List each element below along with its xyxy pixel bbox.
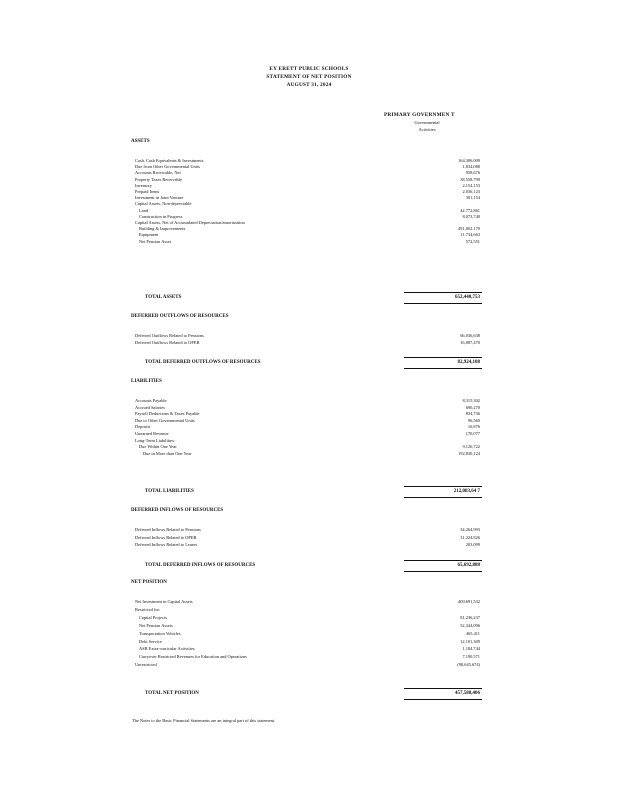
total-underline bbox=[404, 303, 482, 304]
row-label: Carryover Restricted Revenues for Education and Operations bbox=[139, 654, 247, 660]
section-title: NET POSITION bbox=[131, 580, 167, 585]
subtotal-rule bbox=[404, 357, 482, 358]
row-value: 38,558,799 bbox=[460, 176, 480, 182]
row-label: Prepaid Items bbox=[135, 189, 160, 194]
row-value: 42,772,861 bbox=[460, 207, 480, 213]
row-value: 301,154 bbox=[465, 195, 480, 201]
row-label: Building & Improvements bbox=[139, 226, 186, 232]
total-underline bbox=[404, 571, 482, 572]
row-label: Capital Assets, Net of Accumulated Depreciation/amortization bbox=[135, 220, 245, 225]
row-value: (98,645,674) bbox=[457, 662, 480, 668]
row-label: Inventory bbox=[135, 182, 153, 188]
row-value: 8,315,302 bbox=[462, 398, 480, 403]
total-value: 65,692,888 bbox=[457, 563, 480, 568]
total-label: TOTAL DEFERRED OUTFLOWS OF RESOURCES bbox=[145, 360, 261, 365]
column-sub-activities: Activities bbox=[418, 127, 436, 132]
row-value: 192,830,124 bbox=[458, 450, 480, 456]
row-label: Land bbox=[139, 207, 149, 213]
row-label: Investment in Joint Venture bbox=[135, 195, 184, 201]
row-value: 834,736 bbox=[465, 411, 480, 417]
row-value: 400,691,532 bbox=[458, 599, 480, 604]
row-label: Accounts Payable bbox=[135, 398, 167, 403]
row-value: 7,190,571 bbox=[462, 654, 480, 660]
row-value: 690,270 bbox=[465, 404, 480, 410]
section-title: DEFERRED OUTFLOWS OF RESOURCES bbox=[131, 314, 229, 319]
row-label: Property Taxes Receivable bbox=[135, 176, 182, 182]
row-label: Due to Other Governmental Units bbox=[135, 417, 195, 423]
row-value: 16,876 bbox=[467, 424, 480, 430]
row-value: 2,154,153 bbox=[462, 182, 480, 188]
section-title: ASSETS bbox=[131, 139, 150, 144]
total-label: TOTAL ASSETS bbox=[145, 295, 182, 300]
row-value: 9,126,722 bbox=[462, 444, 480, 450]
row-label: Net Pension Assets bbox=[139, 622, 173, 628]
row-label: Debt Service bbox=[139, 638, 162, 644]
row-value: 1,834,088 bbox=[462, 164, 480, 170]
row-label: Due Within One Year bbox=[139, 444, 177, 450]
row-label: Construction in Progress bbox=[139, 213, 183, 219]
subtotal-rule bbox=[404, 688, 482, 689]
row-label: Long-Term Liabilities: bbox=[135, 437, 176, 443]
row-value: 31,224,826 bbox=[460, 534, 480, 540]
row-label: Unrestricted bbox=[135, 662, 157, 668]
row-label: Due in More than One Year bbox=[143, 450, 192, 456]
row-value: 465,411 bbox=[465, 630, 480, 636]
row-value: 958,676 bbox=[465, 170, 480, 176]
total-underline bbox=[404, 699, 482, 700]
row-label: Deferred Outflows Related to OPEB bbox=[135, 340, 200, 345]
section-title: DEFERRED INFLOWS OF RESOURCES bbox=[131, 508, 224, 513]
row-value: 164,306,009 bbox=[458, 158, 480, 163]
total-value: 652,440,753 bbox=[455, 295, 480, 300]
column-heading: PRIMARY GOVERNMEN T bbox=[384, 112, 455, 118]
row-label: Cash, Cash Equivalents & Investments bbox=[135, 158, 204, 163]
row-label: Equipment bbox=[139, 232, 159, 238]
row-value: 96,560 bbox=[467, 417, 480, 423]
subtotal-rule bbox=[404, 560, 482, 561]
row-label: Accrued Salaries bbox=[135, 404, 165, 410]
row-label: Deferred Inflows Related to Leases bbox=[135, 542, 198, 547]
total-label: TOTAL NET POSITION bbox=[145, 691, 199, 696]
row-value: 12,101,309 bbox=[460, 638, 480, 644]
section-title: LIABILITIES bbox=[131, 379, 162, 384]
row-value: 2,036,123 bbox=[462, 189, 480, 194]
subtotal-rule bbox=[404, 292, 482, 293]
row-value: 11,734,663 bbox=[460, 232, 480, 238]
row-value: 1,184,744 bbox=[462, 646, 480, 652]
row-value: 8,073,740 bbox=[462, 213, 480, 219]
row-label: Transportation Vehicles bbox=[139, 630, 181, 636]
row-value: 52,344,096 bbox=[460, 622, 480, 628]
row-value: 66,036,638 bbox=[460, 333, 480, 338]
row-label: Net Pension Asset bbox=[139, 238, 171, 244]
row-label: Restricted for: bbox=[135, 606, 161, 612]
row-label: Capital Assets, Non-depreciable bbox=[135, 201, 192, 207]
row-label: Unearned Revenue bbox=[135, 431, 169, 436]
row-label: Accounts Receivable, Net bbox=[135, 170, 181, 176]
total-label: TOTAL LIABILITIES bbox=[145, 489, 194, 494]
row-label: Net Investment in Capital Assets bbox=[135, 599, 193, 604]
row-value: 16,887,470 bbox=[460, 340, 480, 345]
row-value: 572,551 bbox=[465, 238, 480, 244]
total-value: 457,588,406 bbox=[455, 691, 480, 696]
row-label: Deposits bbox=[135, 424, 151, 430]
row-label: Deferred Inflows Related to Pensions bbox=[135, 527, 201, 532]
statement-date: AUGUST 31, 2024 bbox=[286, 82, 332, 88]
row-label: ASB Extra-curricular Activities bbox=[139, 646, 195, 652]
row-label: Deferred Outflows Related to Pensions bbox=[135, 333, 204, 338]
subtotal-rule bbox=[404, 486, 482, 487]
row-value: 34,264,993 bbox=[460, 527, 480, 532]
statement-title: STATEMENT OF NET POSITION bbox=[266, 74, 352, 80]
total-underline bbox=[404, 497, 482, 498]
total-underline bbox=[404, 368, 482, 369]
row-value: 170,077 bbox=[465, 431, 480, 436]
district-name: EY ERETT PUBLIC SCHOOLS bbox=[269, 66, 349, 72]
row-label: Capital Projects bbox=[139, 614, 167, 620]
row-label: Due from Other Governmental Units bbox=[135, 164, 200, 170]
footnote: The Notes to the Basic Financial Statements are an integral part of this statement. bbox=[132, 718, 276, 723]
total-label: TOTAL DEFERRED INFLOWS OF RESOURCES bbox=[145, 563, 256, 568]
row-value: 491,002,170 bbox=[458, 226, 480, 232]
row-value: 203,099 bbox=[465, 542, 480, 547]
column-sub-governmental: Governmental bbox=[414, 120, 440, 125]
row-label: Deferred Inflows Related to OPEB bbox=[135, 534, 197, 540]
total-value: 212,083,64 7 bbox=[453, 489, 480, 494]
row-value: 81,236,237 bbox=[460, 614, 480, 620]
row-label: Payroll Deductions & Taxes Payable bbox=[135, 411, 200, 417]
total-value: 82,924,108 bbox=[457, 360, 480, 365]
